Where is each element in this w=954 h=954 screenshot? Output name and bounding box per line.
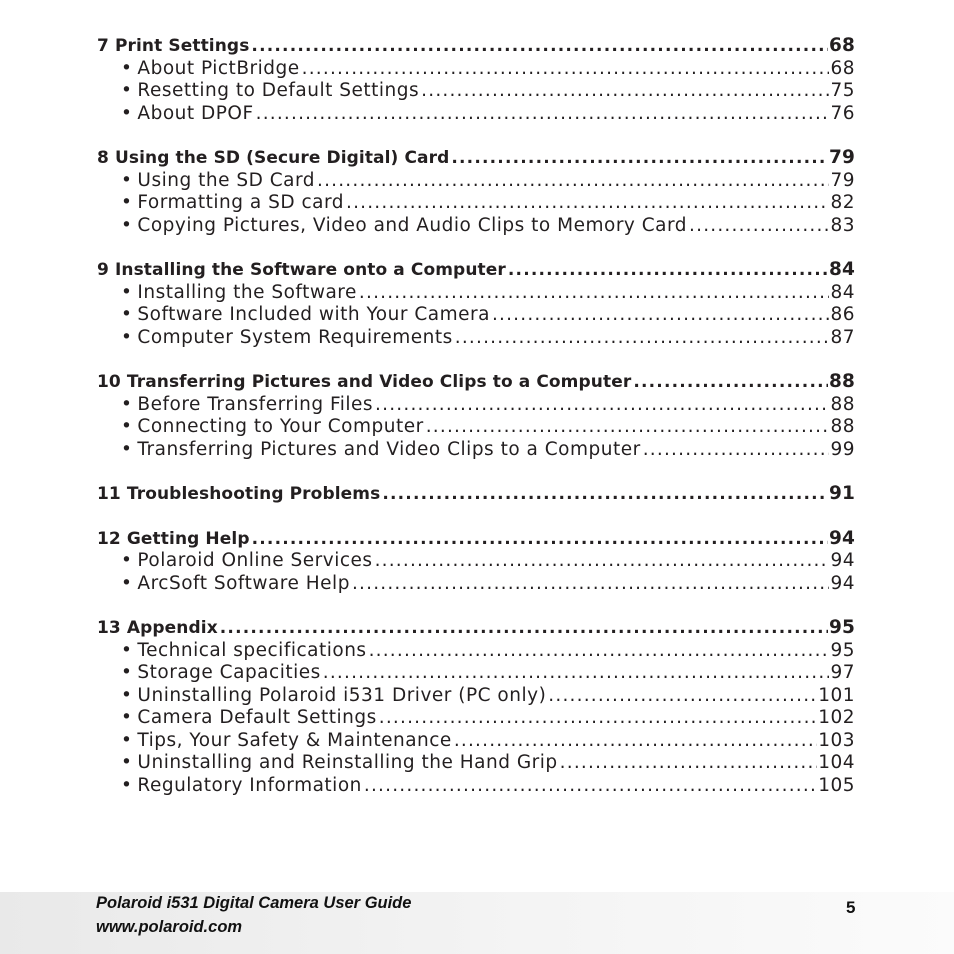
subentry-page-number: 68 (830, 57, 855, 79)
chapter-page-number: 88 (829, 371, 855, 392)
chapter-page-number: 79 (829, 147, 855, 168)
subentry-page-number: 105 (818, 774, 855, 796)
dot-leader (426, 416, 830, 439)
subentry-title: Formatting a SD card (137, 192, 344, 213)
subentry-title: Uninstalling and Reinstalling the Hand Grip (137, 752, 558, 773)
subentry-title: Transferring Pictures and Video Clips to a Computer (137, 438, 641, 460)
toc-subentry[interactable] (97, 752, 855, 775)
subentry-title: Using the SD Card (137, 169, 315, 191)
toc-chapter-entry[interactable] (97, 483, 855, 506)
toc-chapter-entry[interactable] (97, 259, 855, 282)
chapter-page-number: 84 (829, 259, 855, 280)
bullet-icon: • (121, 438, 133, 460)
table-of-contents (97, 35, 855, 819)
toc-subentry[interactable] (97, 707, 855, 730)
toc-subentry[interactable] (97, 573, 855, 596)
dot-leader (375, 394, 829, 417)
toc-subentry[interactable] (97, 640, 855, 663)
bullet-icon: • (121, 102, 133, 124)
bullet-icon: • (121, 662, 133, 683)
dot-leader (689, 215, 829, 238)
dot-leader (359, 282, 830, 305)
toc-subentry[interactable] (97, 170, 855, 193)
toc-section (97, 617, 855, 797)
subentry-page-number: 101 (818, 684, 855, 706)
dot-leader (346, 192, 829, 215)
dot-leader (317, 170, 829, 193)
subentry-title: Resetting to Default Settings (137, 80, 420, 101)
dot-leader (560, 752, 818, 775)
subentry-page-number: 75 (830, 80, 855, 101)
chapter-title: 13 Appendix (97, 618, 218, 638)
toc-section (97, 528, 855, 596)
subentry-page-number: 97 (830, 662, 855, 683)
bullet-icon: • (121, 281, 133, 303)
bullet-icon: • (121, 416, 133, 437)
dot-leader (251, 35, 828, 58)
toc-subentry[interactable] (97, 662, 855, 685)
subentry-title: Software Included with Your Camera (137, 304, 490, 325)
toc-subentry[interactable] (97, 730, 855, 753)
subentry-page-number: 84 (830, 281, 855, 303)
subentry-title: Installing the Software (137, 281, 357, 303)
subentry-title: Before Transferring Files (137, 393, 374, 415)
footer-website-url: www.polaroid.com (96, 918, 243, 936)
dot-leader (643, 439, 830, 462)
bullet-icon: • (121, 80, 133, 101)
dot-leader (421, 80, 829, 103)
dot-leader (633, 371, 828, 394)
toc-chapter-entry[interactable] (97, 147, 855, 170)
dot-leader (508, 259, 828, 282)
bullet-icon: • (121, 639, 133, 661)
footer-guide-title: Polaroid i531 Digital Camera User Guide (96, 894, 412, 912)
chapter-page-number: 91 (829, 483, 855, 504)
toc-section (97, 35, 855, 125)
bullet-icon: • (121, 169, 133, 191)
dot-leader (364, 775, 817, 798)
toc-subentry[interactable] (97, 58, 855, 81)
subentry-title: Connecting to Your Computer (137, 416, 424, 437)
subentry-title: Computer System Requirements (137, 326, 453, 348)
toc-subentry[interactable] (97, 394, 855, 417)
subentry-title: Copying Pictures, Video and Audio Clips to Memory Card (137, 214, 688, 236)
subentry-page-number: 103 (818, 729, 855, 751)
bullet-icon: • (121, 326, 133, 348)
subentry-page-number: 95 (830, 639, 855, 661)
subentry-page-number: 79 (830, 169, 855, 191)
toc-subentry[interactable] (97, 775, 855, 798)
subentry-page-number: 88 (830, 416, 855, 437)
bullet-icon: • (121, 214, 133, 236)
toc-subentry[interactable] (97, 304, 855, 327)
dot-leader (352, 573, 830, 596)
dot-leader (369, 640, 830, 663)
bullet-icon: • (121, 393, 133, 415)
subentry-page-number: 102 (818, 707, 855, 728)
bullet-icon: • (121, 572, 133, 594)
subentry-page-number: 94 (830, 572, 855, 594)
dot-leader (302, 58, 830, 81)
bullet-icon: • (121, 304, 133, 325)
subentry-title: Technical specifications (137, 639, 367, 661)
dot-leader (220, 617, 828, 640)
bullet-icon: • (121, 752, 133, 773)
subentry-title: Regulatory Information (137, 774, 362, 796)
toc-subentry[interactable] (97, 282, 855, 305)
dot-leader (451, 147, 828, 170)
toc-subentry[interactable] (97, 327, 855, 350)
chapter-title: 12 Getting Help (97, 528, 250, 549)
toc-chapter-entry[interactable] (97, 617, 855, 640)
subentry-title: Storage Capacities (137, 662, 321, 683)
dot-leader (323, 662, 830, 685)
dot-leader (548, 685, 817, 708)
chapter-title: 11 Troubleshooting Problems (97, 484, 381, 504)
subentry-page-number: 76 (830, 102, 855, 124)
dot-leader (252, 528, 828, 551)
bullet-icon: • (121, 192, 133, 213)
toc-section (97, 147, 855, 237)
subentry-page-number: 87 (830, 326, 855, 348)
toc-section (97, 483, 855, 506)
subentry-title: Uninstalling Polaroid i531 Driver (PC only) (137, 684, 547, 706)
toc-subentry[interactable] (97, 550, 855, 573)
subentry-title: About PictBridge (137, 57, 300, 79)
bullet-icon: • (121, 550, 133, 571)
subentry-page-number: 104 (818, 752, 855, 773)
bullet-icon: • (121, 774, 133, 796)
toc-chapter-entry[interactable] (97, 35, 855, 58)
toc-subentry[interactable] (97, 439, 855, 462)
dot-leader (492, 304, 830, 327)
subentry-page-number: 83 (830, 214, 855, 236)
subentry-title: ArcSoft Software Help (137, 572, 350, 594)
chapter-page-number: 68 (829, 35, 855, 56)
bullet-icon: • (121, 707, 133, 728)
dot-leader (455, 327, 830, 350)
subentry-title: About DPOF (137, 102, 254, 124)
toc-subentry[interactable] (97, 215, 855, 238)
chapter-title: 10 Transferring Pictures and Video Clips to a Computer (97, 372, 632, 392)
subentry-title: Tips, Your Safety & Maintenance (137, 729, 452, 751)
bullet-icon: • (121, 684, 133, 706)
chapter-page-number: 94 (829, 527, 855, 549)
dot-leader (256, 103, 830, 126)
page-number: 5 (846, 898, 856, 917)
dot-leader (454, 730, 817, 753)
toc-chapter-entry[interactable] (97, 371, 855, 394)
toc-subentry[interactable] (97, 103, 855, 126)
toc-subentry[interactable] (97, 192, 855, 215)
bullet-icon: • (121, 729, 133, 751)
subentry-title: Camera Default Settings (137, 707, 377, 728)
subentry-page-number: 86 (830, 304, 855, 325)
dot-leader (379, 707, 817, 730)
bullet-icon: • (121, 57, 133, 79)
toc-section (97, 371, 855, 461)
chapter-title: 8 Using the SD (Secure Digital) Card (97, 148, 450, 168)
subentry-page-number: 88 (830, 393, 855, 415)
chapter-title: 9 Installing the Software onto a Computer (97, 260, 506, 280)
chapter-title: 7 Print Settings (97, 36, 250, 56)
page-footer (0, 892, 954, 954)
subentry-page-number: 82 (830, 192, 855, 213)
subentry-title: Polaroid Online Services (137, 550, 373, 571)
subentry-page-number: 94 (830, 550, 855, 571)
subentry-page-number: 99 (830, 438, 855, 460)
dot-leader (375, 550, 830, 573)
chapter-page-number: 95 (829, 617, 855, 638)
dot-leader (382, 483, 828, 506)
toc-subentry[interactable] (97, 416, 855, 439)
toc-section (97, 259, 855, 349)
toc-subentry[interactable] (97, 80, 855, 103)
toc-chapter-entry[interactable] (97, 528, 855, 551)
toc-subentry[interactable] (97, 685, 855, 708)
